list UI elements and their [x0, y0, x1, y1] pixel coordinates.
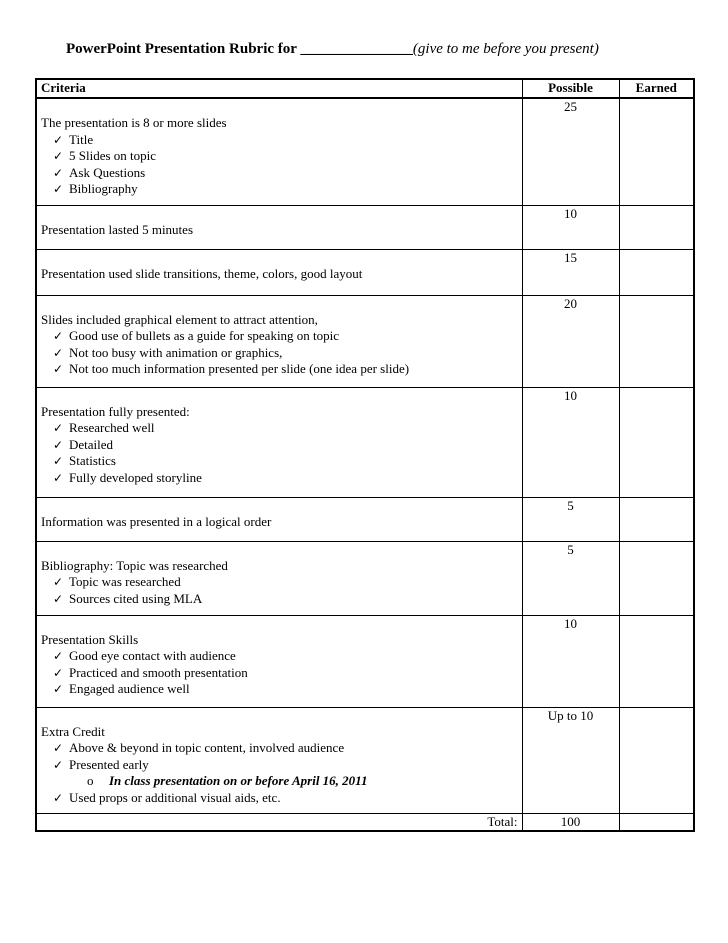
check-item — [53, 681, 518, 698]
rubric-row — [36, 615, 694, 707]
check-item-text: Bibliography — [69, 181, 138, 196]
check-item-text: 5 Slides on topic — [69, 148, 157, 163]
rubric-table — [35, 78, 695, 832]
criteria-cell — [36, 497, 522, 541]
check-item-text: Practiced and smooth presentation — [69, 664, 248, 680]
rubric-row — [36, 249, 694, 295]
rubric-title — [66, 41, 599, 58]
checkmark-icon: ✓ — [53, 757, 64, 772]
check-item — [53, 361, 518, 378]
rubric-title-main: PowerPoint Presentation Rubric for _______________ — [66, 41, 413, 57]
check-item-text: Fully developed storyline — [69, 469, 202, 485]
criteria-cell — [36, 615, 522, 707]
rubric-row — [36, 707, 694, 814]
possible-points: Up to 10 — [522, 707, 619, 814]
checkmark-icon: ✓ — [53, 682, 64, 696]
check-item-text: Good use of bullets as a guide for speaking on topic — [69, 328, 340, 343]
check-item-text: Not too busy with animation or graphics, — [69, 344, 283, 360]
rubric-title-note: (give to me before you present) — [412, 41, 599, 57]
check-item — [53, 436, 518, 454]
check-item — [53, 328, 518, 345]
check-list — [41, 132, 518, 198]
check-item — [53, 590, 518, 608]
check-list — [41, 328, 518, 378]
header-row — [36, 79, 694, 98]
criteria-cell — [36, 295, 522, 387]
check-item-text: Presented early — [69, 756, 149, 772]
criteria-cell — [36, 205, 522, 249]
checkmark-icon: ✓ — [53, 421, 64, 435]
earned-points-cell[interactable] — [619, 98, 694, 205]
check-item — [53, 164, 518, 182]
possible-header: Possible — [522, 79, 619, 98]
criteria-cell — [36, 98, 522, 205]
sub-item — [87, 773, 518, 790]
rubric-row — [36, 98, 694, 205]
check-item — [53, 469, 518, 487]
criteria-cell — [36, 707, 522, 814]
checkmark-icon: ✓ — [53, 454, 64, 468]
checkmark-icon: ✓ — [53, 575, 64, 589]
total-possible: 100 — [522, 814, 619, 832]
earned-points-cell[interactable] — [619, 615, 694, 707]
earned-header: Earned — [619, 79, 694, 98]
checkmark-icon: ✓ — [53, 149, 64, 163]
check-item-text: Detailed — [69, 436, 114, 452]
check-item-text: Above & beyond in topic content, involved audience — [69, 740, 345, 755]
sub-list — [69, 773, 518, 790]
total-earned-cell[interactable] — [619, 814, 694, 832]
check-item — [53, 148, 518, 165]
check-item-text: Engaged audience well — [69, 681, 190, 696]
check-item-text: Used props or additional visual aids, etc. — [69, 789, 281, 805]
total-row — [36, 814, 694, 832]
check-item — [53, 131, 518, 149]
criteria-text: Extra Credit — [41, 723, 105, 739]
check-item — [53, 664, 518, 682]
criteria-text: The presentation is 8 or more slides — [41, 115, 227, 130]
checkmark-icon: ✓ — [53, 591, 64, 606]
earned-points-cell[interactable] — [619, 249, 694, 295]
criteria-text: Information was presented in a logical order — [41, 513, 272, 529]
checkmark-icon: ✓ — [53, 470, 64, 485]
check-item — [53, 181, 518, 198]
criteria-header: Criteria — [36, 79, 522, 98]
possible-points: 5 — [522, 541, 619, 615]
circle-bullet-icon: o — [87, 773, 94, 788]
criteria-text: Presentation used slide transitions, theme, colors, good layout — [41, 265, 363, 281]
check-list — [41, 420, 518, 486]
rubric-row — [36, 541, 694, 615]
checkmark-icon: ✓ — [53, 165, 64, 180]
sub-item-text: In class presentation on or before April 16, 2011 — [109, 773, 368, 788]
earned-points-cell[interactable] — [619, 541, 694, 615]
possible-points: 10 — [522, 615, 619, 707]
criteria-text: Presentation lasted 5 minutes — [41, 221, 194, 237]
check-item — [53, 740, 518, 757]
check-item — [53, 648, 518, 665]
check-item-text: Statistics — [69, 453, 116, 468]
check-item — [53, 420, 518, 437]
check-list — [41, 648, 518, 698]
checkmark-icon: ✓ — [53, 362, 64, 376]
earned-points-cell[interactable] — [619, 295, 694, 387]
check-item-text: Researched well — [69, 420, 155, 435]
possible-points: 20 — [522, 295, 619, 387]
check-item — [53, 574, 518, 591]
checkmark-icon: ✓ — [53, 649, 64, 663]
check-item — [53, 344, 518, 362]
check-item-text: Good eye contact with audience — [69, 648, 236, 663]
possible-points: 5 — [522, 497, 619, 541]
check-item-text: Not too much information presented per slide (one idea per slide) — [69, 361, 410, 376]
checkmark-icon: ✓ — [53, 790, 64, 805]
checkmark-icon: ✓ — [53, 329, 64, 343]
checkmark-icon: ✓ — [53, 665, 64, 680]
rubric-row — [36, 387, 694, 497]
rubric-row — [36, 205, 694, 249]
possible-points: 25 — [522, 98, 619, 205]
earned-points-cell[interactable] — [619, 205, 694, 249]
check-list — [41, 574, 518, 607]
check-item-text: Sources cited using MLA — [69, 590, 203, 606]
criteria-text: Presentation fully presented: — [41, 403, 190, 419]
checkmark-icon: ✓ — [53, 741, 64, 755]
check-item — [53, 789, 518, 807]
rubric-row — [36, 295, 694, 387]
earned-points-cell[interactable] — [619, 387, 694, 497]
checkmark-icon: ✓ — [53, 132, 64, 147]
total-label: Total: — [36, 814, 522, 832]
earned-points-cell[interactable] — [619, 497, 694, 541]
criteria-cell — [36, 249, 522, 295]
possible-points: 10 — [522, 205, 619, 249]
check-item-text: Ask Questions — [69, 164, 146, 180]
check-item — [53, 453, 518, 470]
criteria-text: Presentation Skills — [41, 631, 139, 647]
criteria-text: Slides included graphical element to attract attention, — [41, 311, 318, 327]
possible-points: 10 — [522, 387, 619, 497]
rubric-row — [36, 497, 694, 541]
check-list — [41, 740, 518, 806]
earned-points-cell[interactable] — [619, 707, 694, 814]
check-item-text: Topic was researched — [69, 574, 181, 589]
check-item-text: Title — [69, 131, 94, 147]
check-item — [53, 756, 518, 774]
possible-points: 15 — [522, 249, 619, 295]
criteria-cell — [36, 387, 522, 497]
checkmark-icon: ✓ — [53, 437, 64, 452]
criteria-text: Bibliography: Topic was researched — [41, 557, 228, 573]
checkmark-icon: ✓ — [53, 345, 64, 360]
criteria-cell — [36, 541, 522, 615]
checkmark-icon: ✓ — [53, 182, 64, 196]
